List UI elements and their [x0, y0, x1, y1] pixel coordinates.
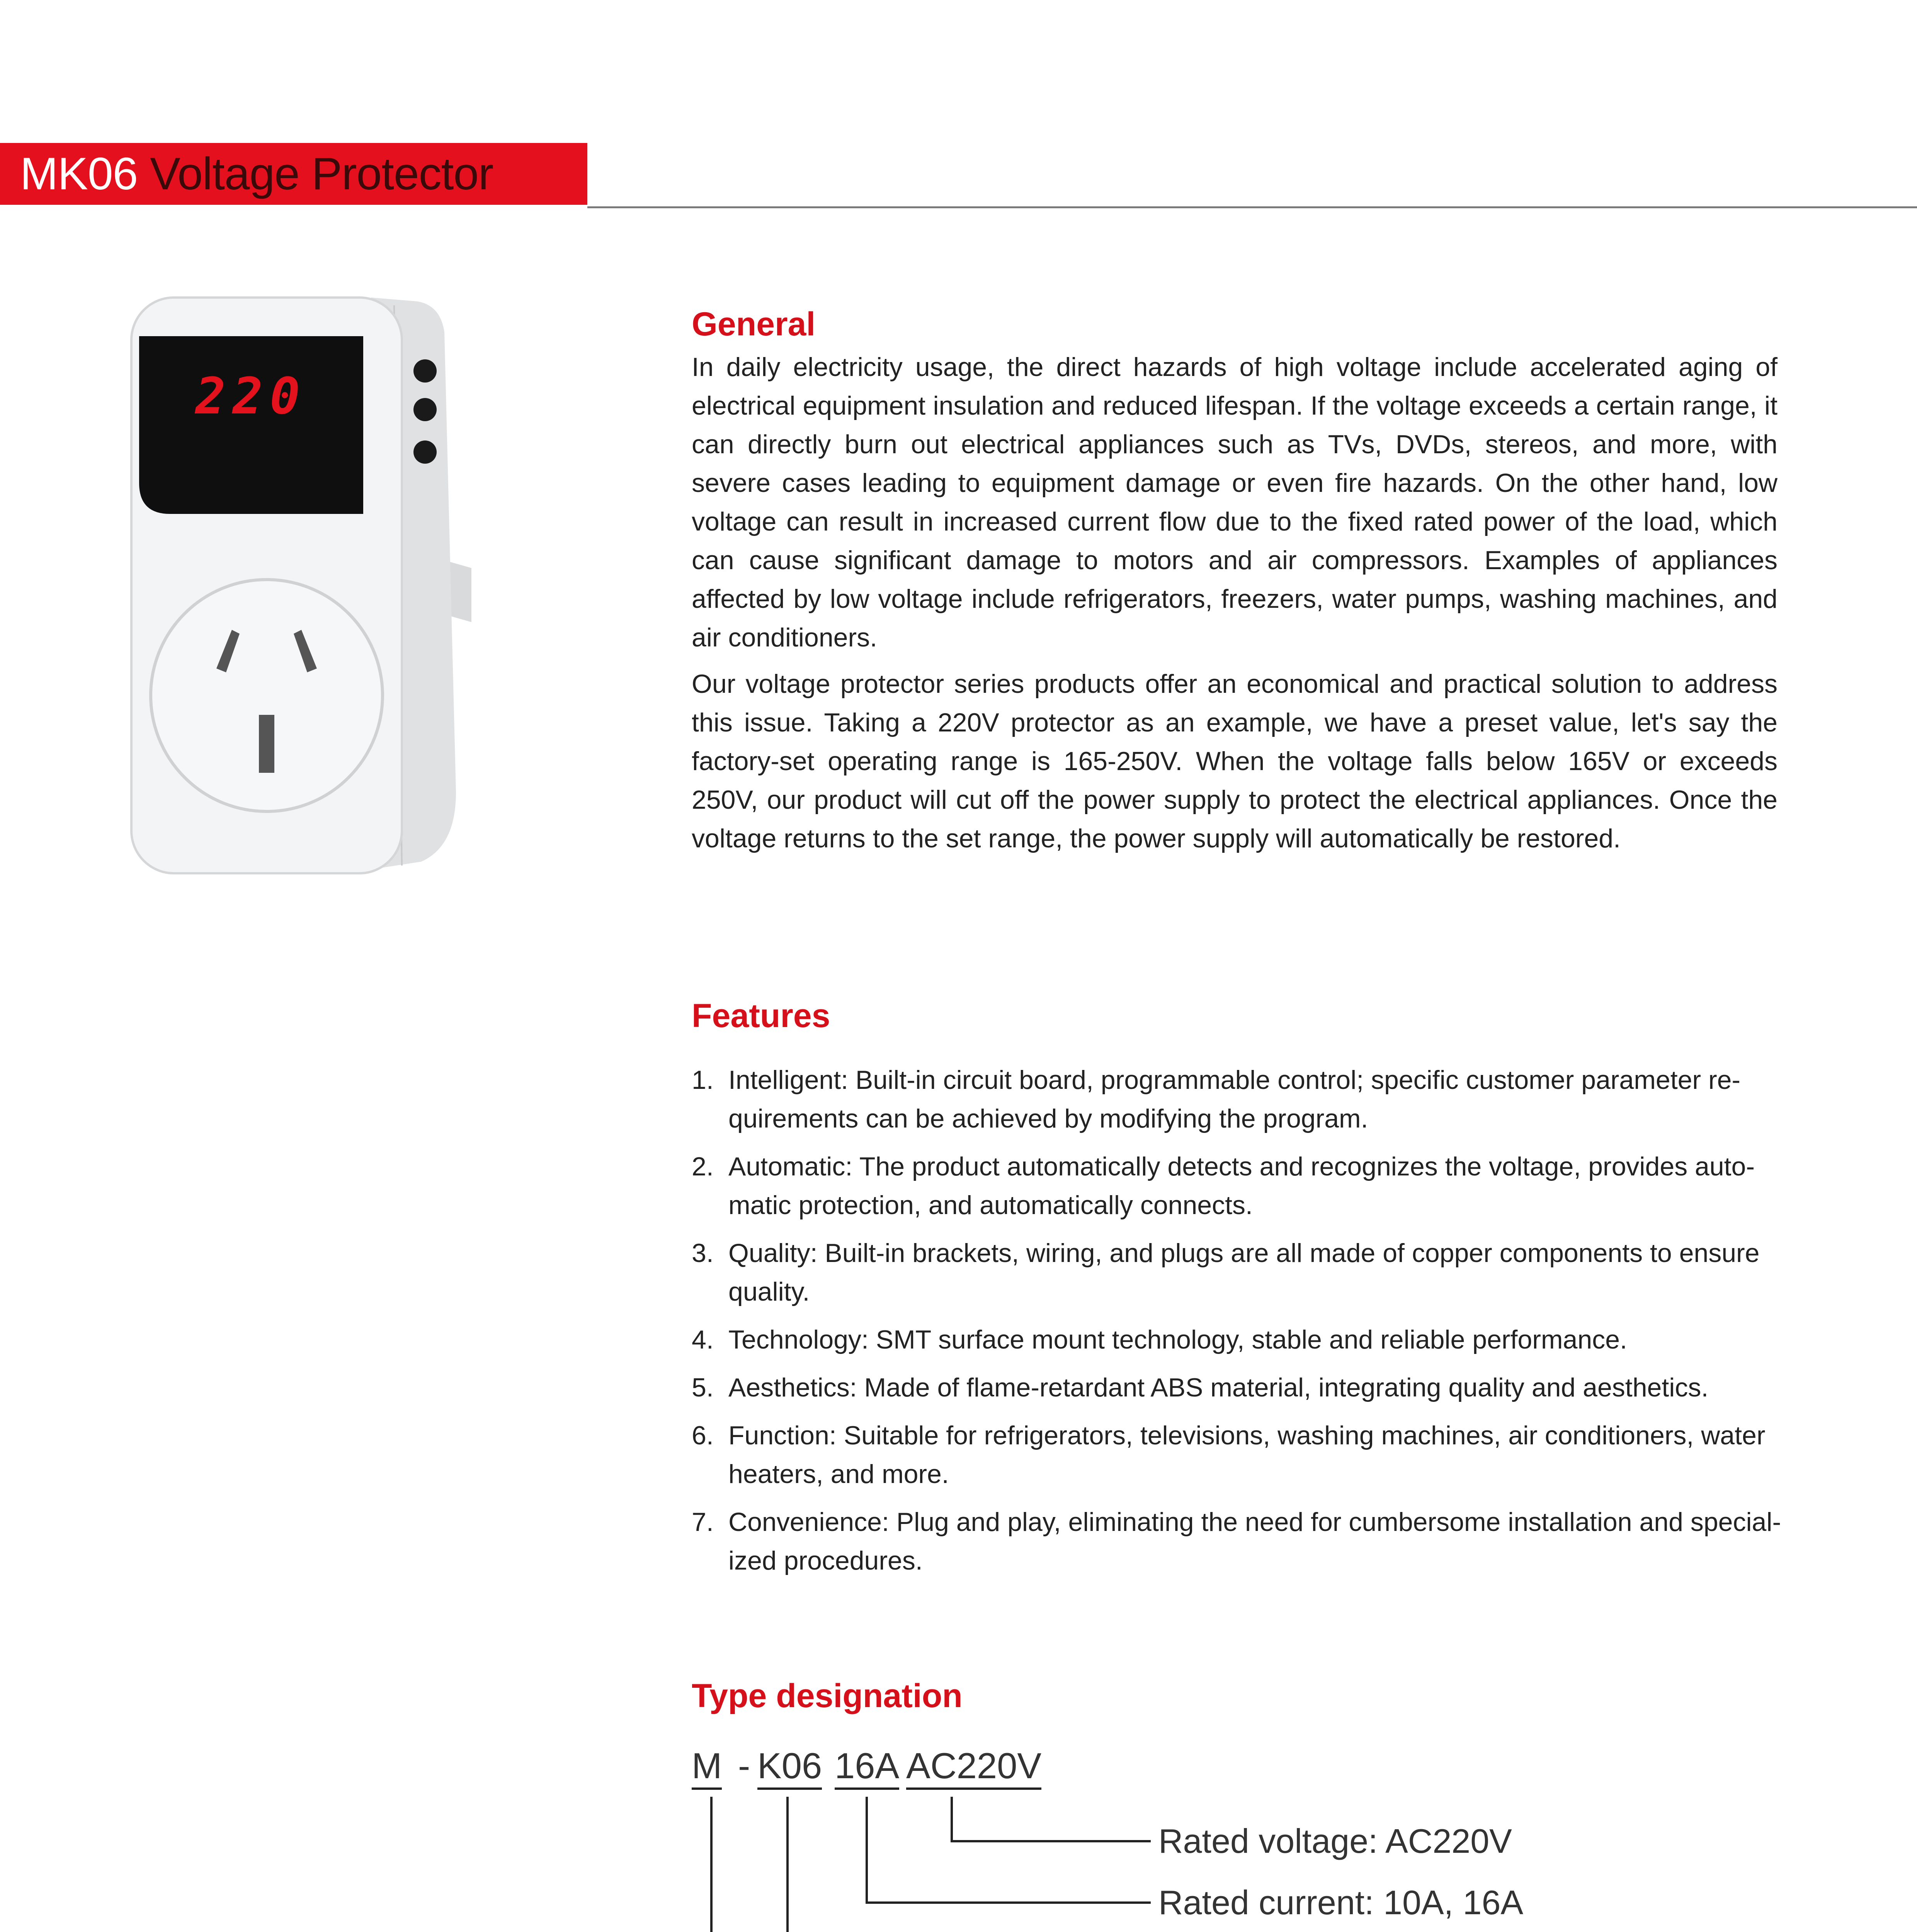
- general-paragraph-1: In daily electricity usage, the direct hazards of high voltage include accelerated aging of electrical equipment insulation and reduced lifespan. If the voltage exceeds a certain range, it can directly burn out electrical appliances such as TVs, DVDs, stereos, and more, with severe cases leading to equipment damage or even fire hazards. On the other hand, low voltage can result in increased current flow due to the fixed rated power of the load, which can cause significant damage to motors and air compressors. Examples of appliances affected by low voltage include refrigerators, freezers, water pumps, washing machines, and air conditioners.: [692, 352, 1778, 652]
- feature-number: 3.: [692, 1238, 714, 1268]
- type-designation-heading: Type designation: [692, 1677, 963, 1714]
- product-photo: [124, 290, 471, 893]
- feature-item: [692, 1503, 1781, 1580]
- code-current: 16A: [835, 1747, 899, 1790]
- connector-current-horizontal: [866, 1901, 1151, 1904]
- feature-number: 1.: [692, 1065, 714, 1095]
- connector-company-vertical: [710, 1797, 713, 1932]
- model-code: MK06: [20, 148, 138, 199]
- code-sequence: K06: [757, 1747, 822, 1790]
- feature-number: 2.: [692, 1152, 714, 1181]
- features-list: [692, 1061, 1781, 1589]
- connector-current-vertical: [866, 1797, 868, 1904]
- display-reading: 220: [195, 367, 307, 425]
- feature-item: [692, 1368, 1781, 1407]
- label-rated-current: Rated current: 10A, 16A: [1158, 1883, 1524, 1922]
- feature-number: 7.: [692, 1507, 714, 1537]
- label-rated-voltage: Rated voltage: AC220V: [1158, 1822, 1512, 1860]
- feature-number: 5.: [692, 1373, 714, 1402]
- features-heading: Features: [692, 997, 830, 1034]
- feature-text: Technology: SMT surface mount technology, stable and reliable performance.: [728, 1325, 1627, 1354]
- feature-text: Quality: Built-in brackets, wiring, and plugs are all made of copper components to ensure quality.: [728, 1238, 1760, 1306]
- feature-text: Intelligent: Built-in circuit board, programmable control; specific customer parameter re-quirements can be achieved by modifying the program.: [728, 1065, 1741, 1133]
- connector-voltage-vertical: [951, 1797, 953, 1842]
- feature-number: 4.: [692, 1325, 714, 1354]
- general-paragraph-2: Our voltage protector series products offer an economical and practical solution to address this issue. Taking a 220V protector as an example, we have a preset value, let's say the factory-set operating range is 165-250V. When the voltage falls below 165V or exceeds 250V, our product will cut off the power supply to protect the electrical appliances. Once the voltage returns to the set range, the power supply will automatically be restored.: [692, 669, 1778, 853]
- code-voltage: AC220V: [906, 1747, 1041, 1790]
- feature-text: Aesthetics: Made of flame-retardant ABS material, integrating quality and aesthetics.: [728, 1373, 1709, 1402]
- code-company: M: [692, 1747, 722, 1790]
- product-name: Voltage Protector: [150, 148, 493, 199]
- code-separator: -: [738, 1745, 750, 1786]
- page-title: [20, 148, 493, 200]
- feature-item: [692, 1147, 1781, 1225]
- general-body: [692, 348, 1778, 866]
- connector-sequence-vertical: [786, 1797, 789, 1932]
- feature-item: [692, 1061, 1781, 1138]
- feature-item: [692, 1234, 1781, 1311]
- connector-voltage-horizontal: [951, 1840, 1151, 1842]
- feature-text: Automatic: The product automatically detects and recognizes the voltage, provides auto-matic protection, and automatically connects.: [728, 1152, 1755, 1220]
- feature-item: [692, 1416, 1781, 1493]
- title-divider: [587, 206, 1917, 208]
- feature-text: Convenience: Plug and play, eliminating the need for cumbersome installation and special-ized procedures.: [728, 1507, 1781, 1575]
- general-heading: General: [692, 306, 816, 343]
- feature-text: Function: Suitable for refrigerators, televisions, washing machines, air conditioners, water heaters, and more.: [728, 1421, 1766, 1489]
- title-bar: [0, 143, 587, 205]
- feature-number: 6.: [692, 1421, 714, 1450]
- feature-item: [692, 1320, 1781, 1359]
